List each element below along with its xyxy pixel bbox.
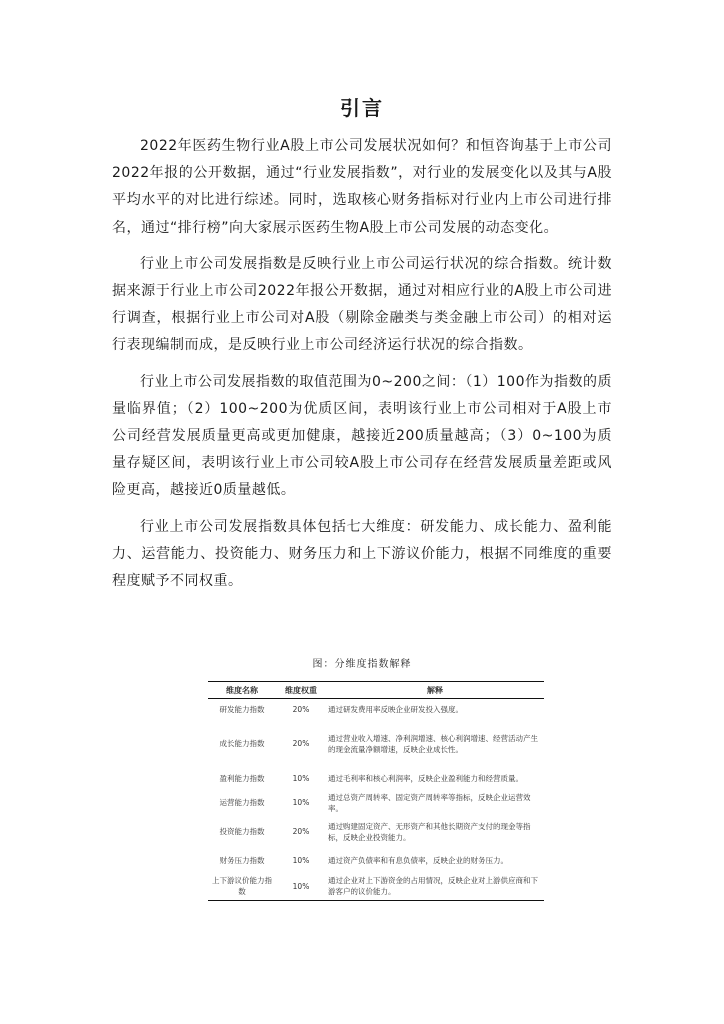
- dimension-desc: 通过企业对上下游资金的占用情况，反映企业对上游供应商和下游客户的议价能力。: [326, 873, 544, 901]
- table-row: [208, 767, 544, 791]
- header-name: 维度名称: [208, 682, 276, 699]
- dimension-weight: 20%: [292, 827, 310, 836]
- dimension-weight: 20%: [292, 739, 310, 748]
- dimension-desc: 通过毛利率和核心利润率，反映企业盈利能力和经营质量。: [328, 774, 523, 783]
- intro-body: [112, 133, 612, 604]
- dimension-name: 研发能力指数: [219, 705, 265, 715]
- header-desc: 解释: [326, 682, 544, 699]
- dimension-weight: 10%: [292, 856, 310, 865]
- dimension-name: 上下游议价能力指数: [208, 873, 276, 901]
- table-row: [208, 873, 544, 901]
- dimension-desc: 通过购建固定资产、无形资产和其他长期资产支付的现金等指标，反映企业投资能力。: [328, 821, 531, 842]
- table-row: [208, 815, 544, 849]
- dimension-weight: 10%: [292, 798, 310, 807]
- dimension-name: 运营能力指数: [219, 798, 265, 807]
- page-title: 引言: [340, 96, 384, 120]
- paragraph-1: 2022年医药生物行业A股上市公司发展状况如何？和恒咨询基于上市公司2022年报的公开数据，通过“行业发展指数”，对行业的发展变化以及其与A股平均水平的对比进行综述。同时，选取核心财务指标对行业内上市公司进行排名，通过“排行榜”向大家展示医药生物A股上市公司发展的动态变化。: [112, 138, 612, 236]
- table-row: [208, 849, 544, 873]
- dimension-desc: 通过营业收入增速、净利润增速、核心利润增速、经营活动产生的现金流量净额增速，反映企业成长性。: [328, 733, 538, 754]
- table-header-row: [208, 682, 544, 699]
- dimension-desc: 通过总资产周转率、固定资产周转率等指标，反映企业运营效率。: [328, 792, 531, 813]
- paragraph-2: 行业上市公司发展指数是反映行业上市公司运行状况的综合指数。统计数据来源于行业上市公司2022年报公开数据，通过对相应行业的A股上市公司进行调查，根据行业上市公司对A股（剔除金融类与类金融上市公司）的相对运行表现编制而成，是反映行业上市公司经济运行状况的综合指数。: [112, 255, 612, 354]
- dimension-table: [208, 681, 544, 901]
- table-row: [208, 699, 544, 721]
- dimension-desc: 通过资产负债率和有息负债率，反映企业的财务压力。: [328, 856, 508, 865]
- paragraph-3: 行业上市公司发展指数的取值范围为0~200之间：（1）100作为指数的质量临界值；（2）100~200为优质区间，表明该行业上市公司相对于A股上市公司经营发展质量更高或更加健康，越接近200质量越高；（3）0~100为质量存疑区间，表明该行业上市公司较A股上市公司存在经营发展质量差距或风险更高，越接近0质量越低。: [112, 373, 612, 499]
- dimension-weight: 20%: [292, 705, 310, 715]
- dimension-weight: 10%: [292, 774, 310, 783]
- table-row: [208, 721, 544, 767]
- dimension-name: 财务压力指数: [219, 856, 265, 865]
- table-row: [208, 791, 544, 815]
- header-weight: 维度权重: [276, 682, 326, 699]
- dimension-desc: 通过研发费用率反映企业研发投入强度。: [328, 705, 463, 715]
- dimension-weight: 10%: [276, 873, 326, 901]
- figure-caption: 图：分维度指数解释: [312, 659, 412, 670]
- dimension-name: 投资能力指数: [219, 827, 265, 836]
- dimension-name: 盈利能力指数: [219, 774, 265, 783]
- paragraph-4: 行业上市公司发展指数具体包括七大维度：研发能力、成长能力、盈利能力、运营能力、投资能力、财务压力和上下游议价能力，根据不同维度的重要程度赋予不同权重。: [112, 518, 612, 590]
- dimension-name: 成长能力指数: [219, 739, 265, 748]
